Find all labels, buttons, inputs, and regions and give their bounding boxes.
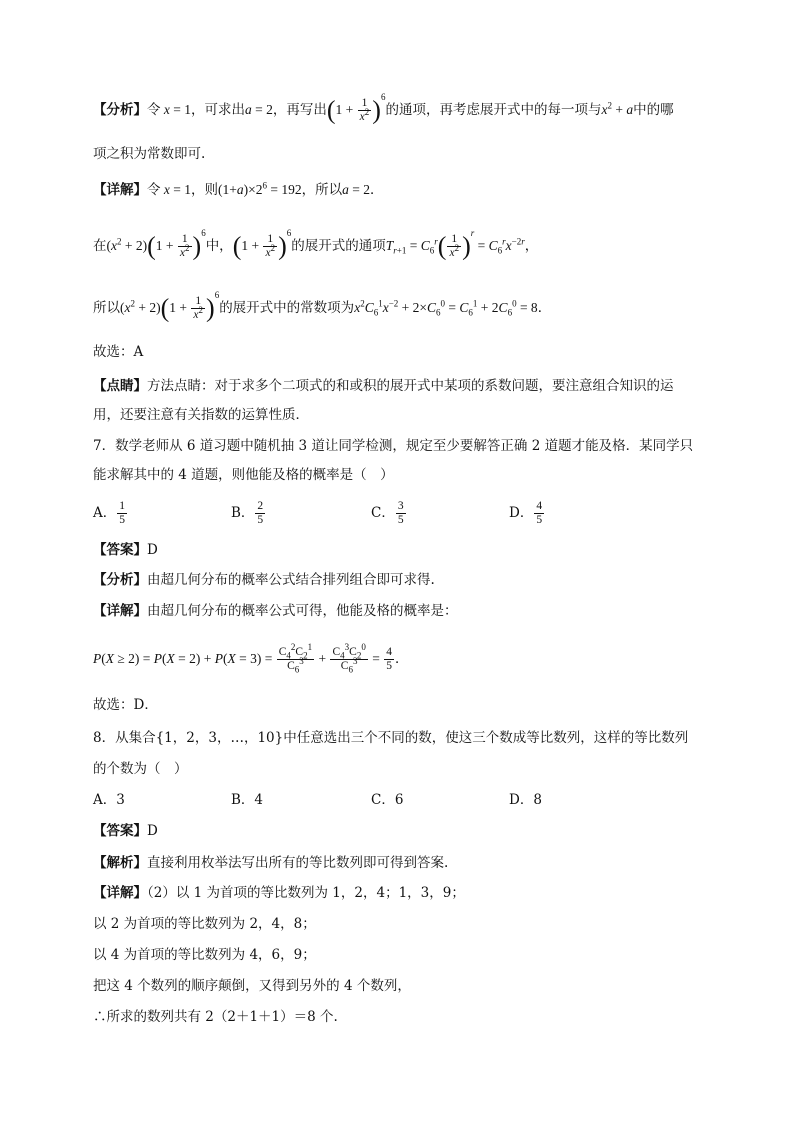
q6-analysis-text-b: ，可求出 [191,102,245,118]
q8-stem-line1: 8．从集合{1，2，3，…，10}中任意选出三个不同的数，使这三个数成等比数列，这样的等比数列 [93,730,689,746]
q8-detail-line4: 把这 4 个数列的顺序颠倒，又得到另外的 4 个数列， [93,978,411,994]
formula: $(1+a)\times 2^6 = 192$ [218,180,302,197]
q8-detail-line3: 以 4 为首项的等比数列为 4，6，9； [93,947,316,963]
formula: $(x^2 + 2)$ [106,236,148,253]
q8-option-d: D．8 [509,792,542,808]
detail-tag: 【详解】 [93,182,147,198]
formula: $x^2 + a$ [601,100,634,117]
q8-detail-line1: 【详解】（2）以 1 为首项的等比数列为 1，2，4；1，3，9； [93,885,465,901]
q7-options [93,500,693,534]
q8-option-c: C．6 [371,792,404,808]
q6-detail-line1: 【详解】令 x = 1，则$(1+a)\times 2^6 = 192$，所以a = 2． [93,180,384,198]
q6-analysis-text-a: 令 [147,102,161,118]
q6-analysis-line1: 【分析】令 x = 1，可求出a = 2，再写出(1 + $\frac{1}{x^2}$ )$^6$的通项，再考虑展开式中的每一项与$x^2 + a$中的哪 [93,92,674,125]
q7-option-d: D． $\frac{4}{5}$ [509,500,543,526]
q6-analysis-text-c: ，再写出 [272,102,327,118]
q8-option-a: A．3 [93,792,125,808]
formula: $x^2C_6^1x^{-2} + 2\times C_6^0 = C_6^1 + 2C_6^0 = 8$ [354,298,538,318]
formula-fraction: $\frac{1}{x^2}$ [359,97,370,123]
q6-comment-line2: 用，还要注意有关指数的运算性质． [93,407,309,423]
q7-answer: 【答案】D [93,542,158,558]
formula: $T_{r+1} = C_6^r$ [385,236,438,256]
q7-option-b: B． $\frac{2}{5}$ [231,500,264,526]
q8-options [93,790,693,810]
q8-answer: 【答案】D [93,823,158,839]
q6-analysis-line2: 项之积为常数即可. [93,146,206,162]
formula: $(x^2 + 2)$ [120,298,161,315]
formula: x = 1 [163,182,191,197]
q8-detail-line5: ∴所求的数列共有 2（2＋1＋1）＝8 个. [93,1009,338,1025]
formula: a [245,102,252,117]
q7-analysis: 【分析】由超几何分布的概率公式结合排列组合即可求得. [93,572,435,588]
q7-detail: 【详解】由超几何分布的概率公式可得，他能及格的概率是： [93,603,458,619]
q6-detail-line3: 所以$(x^2 + 2)(1$ + $\frac{1}{x^2}$ )$^6$的展开式中的常数项为$x^2C_6^1x^{-2} + 2\times C_6^0 = C_6^1 + 2C_6^0 = 8$． [93,290,552,323]
q7-stem-line2: 能求解其中的 4 道题，则他能及格的概率是（ ） [93,467,394,483]
q7-stem-line1: 7．数学老师从 6 道习题中随机抽 3 道让同学检测，规定至少要解答正确 2 道题才能及格．某同学只 [93,438,694,454]
formula: x [160,102,170,117]
q8-detail-line2: 以 2 为首项的等比数列为 2，4，8； [93,916,316,932]
q8-analysis: 【解析】直接利用枚举法写出所有的等比数列即可得到答案. [93,855,449,871]
q7-option-a: A． $\frac{1}{5}$ [93,500,125,526]
formula: a = 2 [342,182,370,197]
q6-comment-line1: 【点睛】方法点睛：对于求多个二项式的和或积的展开式中某项的系数问题，要注意组合知识的运 [93,378,674,394]
q6-choice: 故选：A [93,344,144,360]
q6-analysis-text-d: 的通项，再考虑展开式中的每一项与 [385,102,602,118]
q8-option-b: B．4 [231,792,264,808]
q6-detail-line2: 在$(x^2 + 2)(1$ + $\frac{1}{x^2}$ )$^6$中，(1 + $\frac{1}{x^2}$ )$^6$的展开式的通项$T_{r+1} = C_6^r$( $\frac{1}{x^2}$ )$^r = C_6^rx^{-2r}$， [93,228,539,261]
comment-tag: 【点睛】 [93,378,147,394]
q8-stem-line2: 的个数为（ ） [93,761,188,777]
q7-probability-formula: P(X ≥ 2) = P(X = 2) + P(X = 3) = $\frac{C_4^2C_2^1}{C_6^3}$ + $\frac{C_4^3C_2^0}{C_6^3}$ = $\frac{4}{5}$ ． [93,642,409,675]
analysis-tag: 【分析】 [93,102,147,118]
q7-choice: 故选：D． [93,697,158,713]
q7-option-c: C． $\frac{3}{5}$ [371,500,404,526]
q6-analysis-text-e: 中的哪 [633,102,674,118]
